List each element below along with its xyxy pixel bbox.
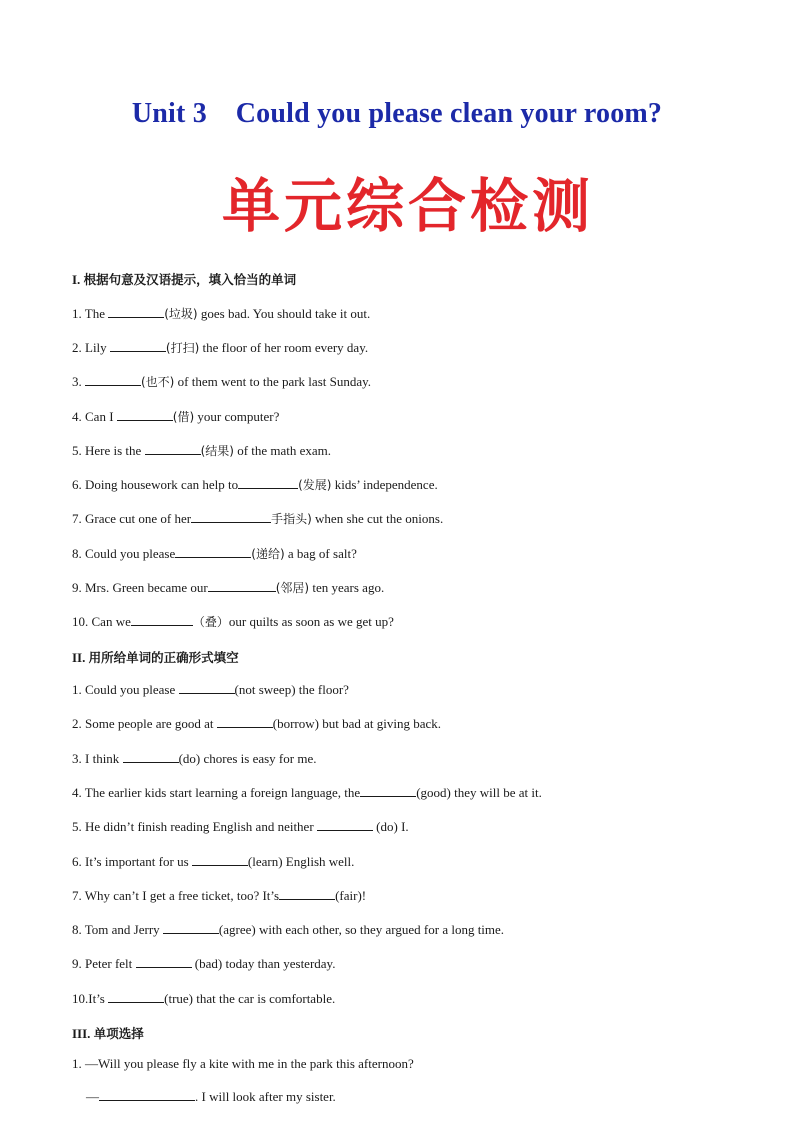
question-3-1: 1. —Will you please fly a kite with me in the park this afternoon? [72, 1056, 414, 1071]
section-title: 根据句意及汉语提示，填入恰当的单词 [83, 272, 297, 287]
question-1-7: 7. Grace cut one of her 手指头) when she cut the onions. [72, 511, 444, 526]
answer-blank[interactable] [179, 682, 235, 694]
question-2-3: 3. I think (do) chores is easy for me. [72, 751, 317, 766]
answer-blank[interactable] [208, 580, 276, 592]
question-2-7: 7. Why can’t I get a free ticket, too? It’s (fair)! [72, 888, 367, 903]
question-2-8: 8. Tom and Jerry (agree) with each other, so they argued for a long time. [72, 922, 505, 937]
question-2-4: 4. The earlier kids start learning a foreign language, the (good) they will be at it. [72, 785, 542, 800]
section-heading-1 [72, 270, 296, 288]
question-1-6: 6. Doing housework can help to (发展) kids’ independence. [72, 477, 438, 492]
answer-blank[interactable] [123, 751, 179, 763]
question-2-5: 5. He didn’t finish reading English and neither (do) I. [72, 819, 409, 834]
answer-blank[interactable] [110, 340, 166, 352]
question-2-6: 6. It’s important for us (learn) English well. [72, 854, 355, 869]
answer-blank[interactable] [99, 1089, 195, 1101]
question-2-1: 1. Could you please (not sweep) the floor? [72, 682, 349, 697]
answer-blank[interactable] [163, 922, 219, 934]
question-1-1: 1. The (垃圾) goes bad. You should take it out. [72, 306, 371, 321]
question-1-2: 2. Lily (打扫) the floor of her room every day. [72, 340, 369, 355]
section-heading-3 [72, 1024, 144, 1042]
answer-blank[interactable] [217, 716, 273, 728]
section-heading-2 [72, 648, 239, 666]
answer-blank[interactable] [85, 374, 141, 386]
page-title: Unit 3 Could you please clean your room? [131, 98, 663, 129]
question-2-9: 9. Peter felt (bad) today than yesterday. [72, 956, 336, 971]
answer-blank[interactable] [191, 511, 271, 523]
answer-blank[interactable] [108, 991, 164, 1003]
question-1-10: 10. Can we （叠）our quilts as soon as we get up? [72, 614, 394, 629]
section-title: 用所给单词的正确形式填空 [88, 650, 239, 665]
question-2-10: 10.It’s (true) that the car is comfortable. [72, 991, 336, 1006]
answer-blank[interactable] [145, 443, 201, 455]
answer-blank[interactable] [192, 854, 248, 866]
section-number: II. [72, 650, 86, 665]
answer-blank[interactable] [238, 477, 298, 489]
answer-blank[interactable] [117, 409, 173, 421]
question-1-4: 4. Can I (借) your computer? [72, 409, 280, 424]
answer-blank[interactable] [131, 614, 193, 626]
answer-blank[interactable] [317, 819, 373, 831]
section-number: III. [72, 1026, 91, 1041]
answer-blank[interactable] [136, 956, 192, 968]
section-title: 单项选择 [93, 1026, 144, 1041]
answer-blank[interactable] [360, 785, 416, 797]
question-1-9: 9. Mrs. Green became our (邻居) ten years ago. [72, 580, 385, 595]
question-2-2: 2. Some people are good at (borrow) but bad at giving back. [72, 716, 441, 731]
question-1-3: 3. (也不) of them went to the park last Sunday. [72, 374, 372, 389]
answer-blank[interactable] [279, 888, 335, 900]
unit-test-banner: 单元综合检测 [222, 172, 595, 240]
section-number: I. [72, 272, 81, 287]
answer-blank[interactable] [175, 546, 251, 558]
question-3-1-response: — . I will look after my sister. [86, 1089, 336, 1104]
question-1-8: 8. Could you please (递给) a bag of salt? [72, 546, 357, 561]
answer-blank[interactable] [108, 306, 164, 318]
question-1-5: 5. Here is the (结果) of the math exam. [72, 443, 332, 458]
